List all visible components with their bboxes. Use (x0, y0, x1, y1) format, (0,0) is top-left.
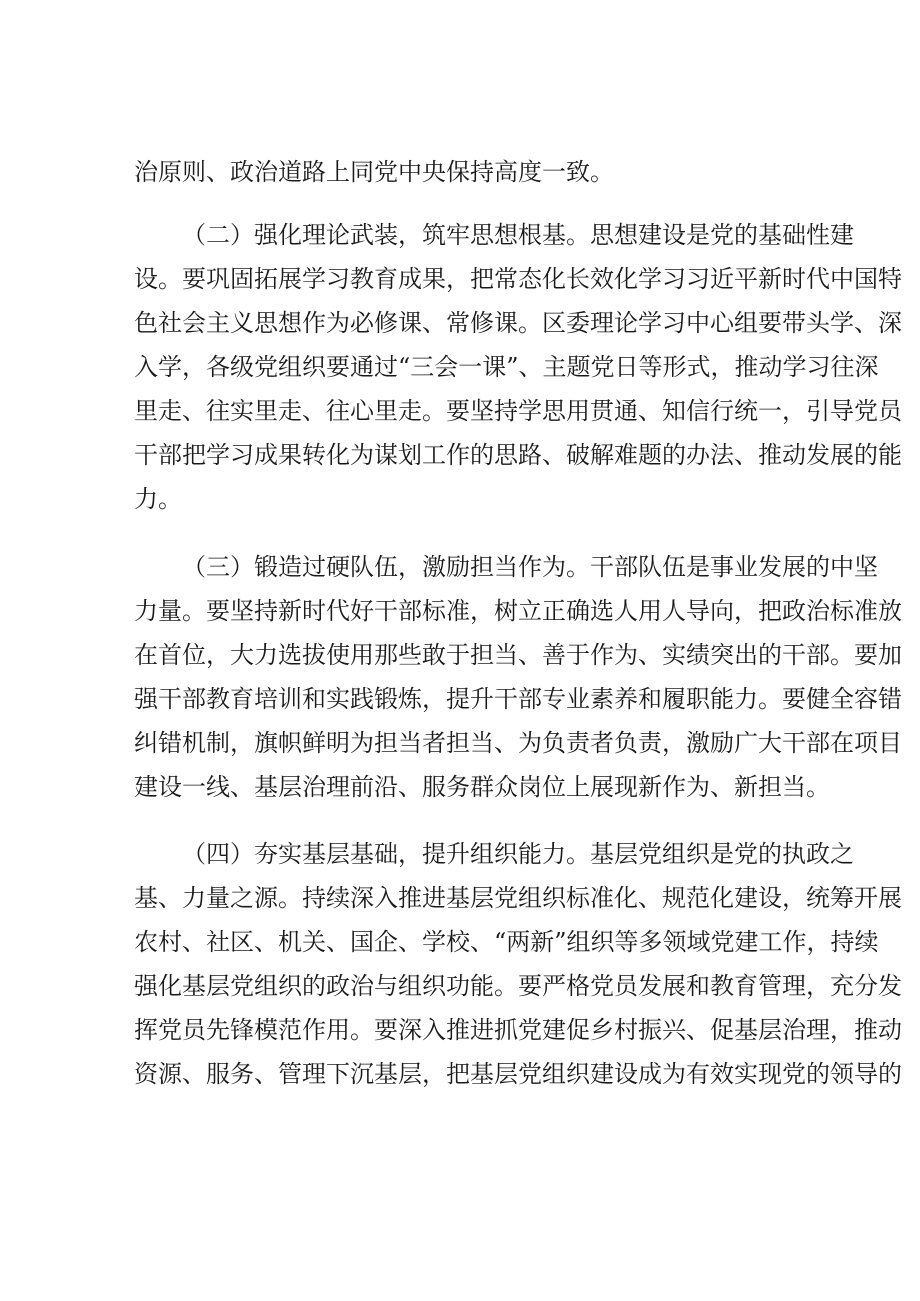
paragraph-2-line-1 (0, 215, 920, 255)
paragraph-3-line-5 (0, 723, 920, 763)
text-line: 里走、往实里走、往心里走。要坚持学思用贯通、知信行统一，引导党员 (134, 397, 902, 425)
text-line: 纠错机制，旗帜鲜明为担当者担当、为负责者负责，激励广大干部在项目 (134, 729, 902, 757)
text-line: 基、力量之源。持续深入推进基层党组织标准化、规范化建设，统筹开展 (134, 884, 902, 912)
paragraph-4-line-4 (0, 966, 920, 1006)
text-line: （三）锻造过硬队伍，激励担当作为。干部队伍是事业发展的中坚 (182, 553, 878, 581)
paragraph-3-line-1 (0, 547, 920, 587)
paragraph-2-line-4 (0, 347, 920, 387)
text-line: 强化基层党组织的政治与组织功能。要严格党员发展和教育管理，充分发 (134, 972, 902, 1000)
paragraph-4-line-1 (0, 834, 920, 874)
text-line: 设。要巩固拓展学习教育成果，把常态化长效化学习习近平新时代中国特 (134, 265, 902, 293)
text-line: 建设一线、基层治理前沿、服务群众岗位上展现新作为、新担当。 (134, 773, 830, 801)
paragraph-3-line-6 (0, 767, 920, 807)
text-line: 色社会主义思想作为必修课、常修课。区委理论学习中心组要带头学、深 (134, 309, 902, 337)
text-line: 在首位，大力选拔使用那些敢于担当、善于作为、实绩突出的干部。要加 (134, 641, 902, 669)
text-line: 干部把学习成果转化为谋划工作的思路、破解难题的办法、推动发展的能 (134, 441, 902, 469)
paragraph-1-line-1 (0, 152, 920, 192)
paragraph-4-line-3 (0, 922, 920, 962)
paragraph-2-line-6 (0, 435, 920, 475)
text-line: 治原则、政治道路上同党中央保持高度一致。 (134, 158, 614, 186)
paragraph-4-line-5 (0, 1010, 920, 1050)
text-line: 入学，各级党组织要通过“三会一课”、主题党日等形式，推动学习往深 (134, 353, 879, 381)
text-line: （二）强化理论武装，筑牢思想根基。思想建设是党的基础性建 (182, 221, 854, 249)
text-line: 强干部教育培训和实践锻炼，提升干部专业素养和履职能力。要健全容错 (134, 685, 902, 713)
text-line: 力量。要坚持新时代好干部标准，树立正确选人用人导向，把政治标准放 (134, 597, 902, 625)
paragraph-4-line-6 (0, 1054, 920, 1094)
text-line: 资源、服务、管理下沉基层，把基层党组织建设成为有效实现党的领导的 (134, 1060, 902, 1088)
paragraph-3-line-2 (0, 591, 920, 631)
paragraph-2-line-2 (0, 259, 920, 299)
paragraph-3-line-3 (0, 635, 920, 675)
paragraph-2-line-7 (0, 479, 920, 519)
paragraph-3-line-4 (0, 679, 920, 719)
text-line: （四）夯实基层基础，提升组织能力。基层党组织是党的执政之 (182, 840, 854, 868)
text-line: 农村、社区、机关、国企、学校、“两新”组织等多领域党建工作，持续 (134, 928, 879, 956)
text-line: 挥党员先锋模范作用。要深入推进抓党建促乡村振兴、促基层治理，推动 (134, 1016, 902, 1044)
paragraph-2-line-3 (0, 303, 920, 343)
text-line: 力。 (134, 485, 182, 513)
paragraph-4-line-2 (0, 878, 920, 918)
paragraph-2-line-5 (0, 391, 920, 431)
